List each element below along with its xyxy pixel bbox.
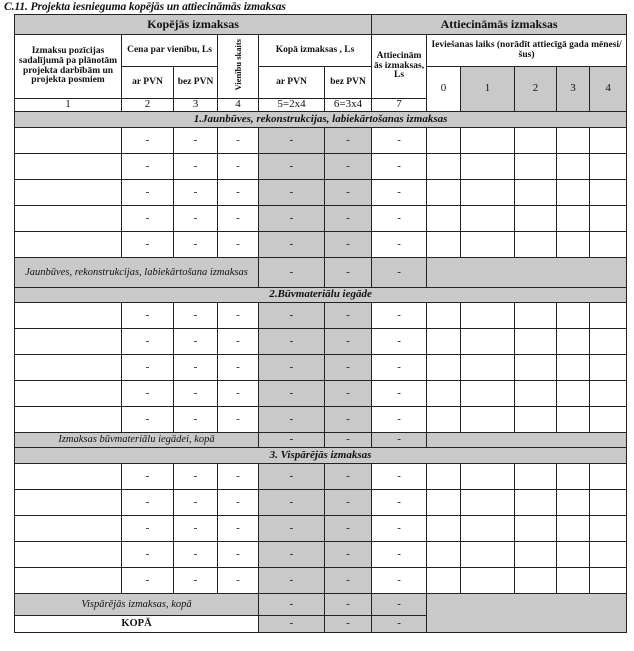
- cell-month-1[interactable]: [461, 464, 515, 490]
- table-row: [15, 329, 627, 355]
- cell-cena-bez-pvn[interactable]: -: [174, 568, 218, 594]
- cell-month-0[interactable]: [427, 355, 461, 381]
- cell-kopa-bez-pvn: -: [325, 464, 372, 490]
- cell-kopa-ar-pvn: -: [259, 128, 325, 154]
- total-label: KOPĀ: [15, 616, 259, 633]
- cell-izmaksu-pozicija[interactable]: [15, 516, 122, 542]
- cell-cena-ar-pvn[interactable]: -: [122, 303, 174, 329]
- cell-vienibu-skaits[interactable]: -: [218, 464, 259, 490]
- cell-cena-ar-pvn[interactable]: -: [122, 542, 174, 568]
- table-row: [15, 542, 627, 568]
- subtotal-kopa-bez-pvn: -: [325, 258, 372, 288]
- cell-month-3[interactable]: [557, 568, 590, 594]
- table-row: [15, 516, 627, 542]
- cell-vienibu-skaits[interactable]: -: [218, 232, 259, 258]
- cell-month-3[interactable]: [557, 154, 590, 180]
- header-kopejas-izmaksas: Kopējās izmaksas: [15, 15, 372, 35]
- cell-month-2[interactable]: [515, 542, 557, 568]
- cell-attiecinamas[interactable]: -: [372, 206, 427, 232]
- cell-month-4[interactable]: [590, 464, 627, 490]
- cell-attiecinamas[interactable]: -: [372, 329, 427, 355]
- cell-attiecinamas[interactable]: -: [372, 464, 427, 490]
- month-4: 4: [590, 67, 627, 112]
- cell-month-0[interactable]: [427, 128, 461, 154]
- subtotal-row: [15, 594, 627, 616]
- cell-month-4[interactable]: [590, 128, 627, 154]
- table-row: [15, 568, 627, 594]
- cell-month-4[interactable]: [590, 303, 627, 329]
- cell-kopa-bez-pvn: -: [325, 329, 372, 355]
- cell-month-1[interactable]: [461, 329, 515, 355]
- cell-kopa-ar-pvn: -: [259, 516, 325, 542]
- subtotal-months-filler: [427, 258, 627, 288]
- table-row: [15, 381, 627, 407]
- cell-month-0[interactable]: [427, 232, 461, 258]
- cell-izmaksu-pozicija[interactable]: [15, 180, 122, 206]
- cell-month-1[interactable]: [461, 542, 515, 568]
- cell-cena-ar-pvn[interactable]: -: [122, 128, 174, 154]
- cell-month-2[interactable]: [515, 407, 557, 433]
- cell-attiecinamas[interactable]: -: [372, 568, 427, 594]
- cell-cena-bez-pvn[interactable]: -: [174, 464, 218, 490]
- cell-vienibu-skaits[interactable]: -: [218, 381, 259, 407]
- table-row: [15, 355, 627, 381]
- cell-month-1[interactable]: [461, 381, 515, 407]
- page-title: C.11. Projekta iesnieguma kopējās un attiecināmās izmaksas: [4, 1, 286, 13]
- cell-kopa-ar-pvn: -: [259, 407, 325, 433]
- section-row: [15, 288, 627, 303]
- cell-kopa-ar-pvn: -: [259, 464, 325, 490]
- cell-vienibu-skaits[interactable]: -: [218, 180, 259, 206]
- cell-attiecinamas[interactable]: -: [372, 407, 427, 433]
- cell-month-3[interactable]: [557, 180, 590, 206]
- table-row: [15, 128, 627, 154]
- table-row: [15, 407, 627, 433]
- cell-kopa-ar-pvn: -: [259, 232, 325, 258]
- cell-month-0[interactable]: [427, 303, 461, 329]
- cell-cena-ar-pvn[interactable]: -: [122, 568, 174, 594]
- cell-cena-ar-pvn[interactable]: -: [122, 206, 174, 232]
- cell-attiecinamas[interactable]: -: [372, 355, 427, 381]
- subtotal-kopa-ar-pvn: -: [259, 616, 325, 633]
- cell-month-2[interactable]: [515, 355, 557, 381]
- section-subtotal-label: Izmaksas būvmateriālu iegādei, kopā: [15, 433, 259, 448]
- cell-kopa-bez-pvn: -: [325, 303, 372, 329]
- cell-kopa-ar-pvn: -: [259, 180, 325, 206]
- cell-attiecinamas[interactable]: -: [372, 516, 427, 542]
- cell-month-2[interactable]: [515, 303, 557, 329]
- cell-cena-ar-pvn[interactable]: -: [122, 490, 174, 516]
- cell-cena-ar-pvn[interactable]: -: [122, 355, 174, 381]
- cell-month-2[interactable]: [515, 206, 557, 232]
- cell-month-3[interactable]: [557, 329, 590, 355]
- subtotal-attiecinamas: -: [372, 433, 427, 448]
- col-number-3: 3: [174, 99, 218, 112]
- cell-month-4[interactable]: [590, 329, 627, 355]
- cell-vienibu-skaits[interactable]: -: [218, 407, 259, 433]
- cell-cena-bez-pvn[interactable]: -: [174, 128, 218, 154]
- cell-month-3[interactable]: [557, 206, 590, 232]
- col-number-7: 7: [372, 99, 427, 112]
- cell-kopa-bez-pvn: -: [325, 180, 372, 206]
- cell-month-0[interactable]: [427, 542, 461, 568]
- subtotal-kopa-ar-pvn: -: [259, 594, 325, 616]
- cell-month-0[interactable]: [427, 381, 461, 407]
- section-title: 1.Jaunbūves, rekonstrukcijas, labiekārtošanas izmaksas: [15, 112, 627, 128]
- cell-kopa-bez-pvn: -: [325, 407, 372, 433]
- cell-kopa-bez-pvn: -: [325, 516, 372, 542]
- cell-izmaksu-pozicija[interactable]: [15, 355, 122, 381]
- cell-kopa-ar-pvn: -: [259, 329, 325, 355]
- cell-month-3[interactable]: [557, 407, 590, 433]
- cell-cena-ar-pvn[interactable]: -: [122, 464, 174, 490]
- table-row: [15, 154, 627, 180]
- cell-month-3[interactable]: [557, 542, 590, 568]
- header-row-1: [15, 15, 627, 35]
- cell-vienibu-skaits[interactable]: -: [218, 206, 259, 232]
- cell-izmaksu-pozicija[interactable]: [15, 128, 122, 154]
- cell-month-4[interactable]: [590, 407, 627, 433]
- cell-kopa-ar-pvn: -: [259, 542, 325, 568]
- subtotal-attiecinamas: -: [372, 594, 427, 616]
- cell-cena-bez-pvn[interactable]: -: [174, 232, 218, 258]
- subtotal-attiecinamas: -: [372, 258, 427, 288]
- cell-month-3[interactable]: [557, 355, 590, 381]
- cell-cena-bez-pvn[interactable]: -: [174, 490, 218, 516]
- cell-cena-bez-pvn[interactable]: -: [174, 381, 218, 407]
- cell-izmaksu-pozicija[interactable]: [15, 329, 122, 355]
- cell-attiecinamas[interactable]: -: [372, 490, 427, 516]
- cell-vienibu-skaits[interactable]: -: [218, 542, 259, 568]
- cell-cena-ar-pvn[interactable]: -: [122, 516, 174, 542]
- cell-month-2[interactable]: [515, 329, 557, 355]
- subtotal-kopa-ar-pvn: -: [259, 433, 325, 448]
- cell-izmaksu-pozicija[interactable]: [15, 154, 122, 180]
- subtotal-months-filler: [427, 594, 627, 633]
- cell-kopa-bez-pvn: -: [325, 154, 372, 180]
- cell-kopa-bez-pvn: -: [325, 490, 372, 516]
- cell-kopa-bez-pvn: -: [325, 232, 372, 258]
- col-number-1: 1: [15, 99, 122, 112]
- cell-month-1[interactable]: [461, 303, 515, 329]
- subtotal-kopa-bez-pvn: -: [325, 433, 372, 448]
- header-attiecinamas-ls: Attiecinām ās izmaksas, Ls: [372, 35, 427, 99]
- cell-month-1[interactable]: [461, 206, 515, 232]
- cell-month-3[interactable]: [557, 303, 590, 329]
- col-number-5: 5=2x4: [259, 99, 325, 112]
- header-cena-par-vienibu: Cena par vienību, Ls: [122, 35, 218, 67]
- cell-kopa-bez-pvn: -: [325, 542, 372, 568]
- cell-vienibu-skaits[interactable]: -: [218, 329, 259, 355]
- cell-month-1[interactable]: [461, 355, 515, 381]
- cell-kopa-ar-pvn: -: [259, 303, 325, 329]
- subtotal-kopa-bez-pvn: -: [325, 594, 372, 616]
- cell-attiecinamas[interactable]: -: [372, 542, 427, 568]
- header-ieviesanas-laiks: Ieviešanas laiks (norādīt attiecīgā gada mēnesi/šus): [427, 35, 627, 67]
- section-title: 3. Vispārējās izmaksas: [15, 448, 627, 464]
- cell-kopa-bez-pvn: -: [325, 128, 372, 154]
- subtotal-row: [15, 433, 627, 448]
- vienibu-skaits-label: Vienību skaits: [232, 38, 243, 91]
- cell-izmaksu-pozicija[interactable]: [15, 464, 122, 490]
- cell-month-3[interactable]: [557, 490, 590, 516]
- cell-month-2[interactable]: [515, 464, 557, 490]
- table-row: [15, 464, 627, 490]
- cell-izmaksu-pozicija[interactable]: [15, 542, 122, 568]
- section-title: 2.Būvmateriālu iegāde: [15, 288, 627, 303]
- cell-cena-bez-pvn[interactable]: -: [174, 516, 218, 542]
- cell-month-1[interactable]: [461, 128, 515, 154]
- col-number-6: 6=3x4: [325, 99, 372, 112]
- cell-cena-bez-pvn[interactable]: -: [174, 542, 218, 568]
- cost-table: [14, 14, 627, 633]
- cell-month-2[interactable]: [515, 180, 557, 206]
- cell-attiecinamas[interactable]: -: [372, 128, 427, 154]
- header-cena-ar-pvn: ar PVN: [122, 67, 174, 99]
- header-kopa-izmaksas: Kopā izmaksas , Ls: [259, 35, 372, 67]
- cell-month-1[interactable]: [461, 154, 515, 180]
- cell-cena-ar-pvn[interactable]: -: [122, 180, 174, 206]
- table-row: [15, 303, 627, 329]
- cell-month-4[interactable]: [590, 568, 627, 594]
- cell-attiecinamas[interactable]: -: [372, 303, 427, 329]
- cell-cena-ar-pvn[interactable]: -: [122, 154, 174, 180]
- cell-vienibu-skaits[interactable]: -: [218, 490, 259, 516]
- section-subtotal-label: Jaunbūves, rekonstrukcijas, labiekārtošana izmaksas: [15, 258, 259, 288]
- cell-month-4[interactable]: [590, 516, 627, 542]
- cell-month-3[interactable]: [557, 128, 590, 154]
- cell-kopa-bez-pvn: -: [325, 206, 372, 232]
- header-cena-bez-pvn: bez PVN: [174, 67, 218, 99]
- cell-kopa-ar-pvn: -: [259, 490, 325, 516]
- cell-month-4[interactable]: [590, 154, 627, 180]
- subtotal-kopa-ar-pvn: -: [259, 258, 325, 288]
- cell-month-3[interactable]: [557, 232, 590, 258]
- cell-kopa-ar-pvn: -: [259, 381, 325, 407]
- month-3: 3: [557, 67, 590, 112]
- header-row-2: [15, 35, 627, 67]
- cell-month-0[interactable]: [427, 464, 461, 490]
- cell-month-1[interactable]: [461, 180, 515, 206]
- cell-month-3[interactable]: [557, 381, 590, 407]
- cell-month-0[interactable]: [427, 206, 461, 232]
- cell-month-2[interactable]: [515, 128, 557, 154]
- cell-vienibu-skaits[interactable]: -: [218, 154, 259, 180]
- cell-cena-ar-pvn[interactable]: -: [122, 232, 174, 258]
- cell-izmaksu-pozicija[interactable]: [15, 568, 122, 594]
- cell-month-0[interactable]: [427, 180, 461, 206]
- subtotal-kopa-bez-pvn: -: [325, 616, 372, 633]
- cell-cena-bez-pvn[interactable]: -: [174, 329, 218, 355]
- cell-vienibu-skaits[interactable]: -: [218, 355, 259, 381]
- table-row: [15, 490, 627, 516]
- cell-month-4[interactable]: [590, 232, 627, 258]
- cell-month-4[interactable]: [590, 490, 627, 516]
- subtotal-months-filler: [427, 433, 627, 448]
- header-kopa-bez-pvn: bez PVN: [325, 67, 372, 99]
- section-subtotal-label: Vispārējās izmaksas, kopā: [15, 594, 259, 616]
- cell-month-0[interactable]: [427, 516, 461, 542]
- subtotal-attiecinamas: -: [372, 616, 427, 633]
- cell-kopa-bez-pvn: -: [325, 568, 372, 594]
- section-row: [15, 448, 627, 464]
- cell-month-2[interactable]: [515, 516, 557, 542]
- cell-izmaksu-pozicija[interactable]: [15, 381, 122, 407]
- cell-attiecinamas[interactable]: -: [372, 381, 427, 407]
- cell-month-4[interactable]: [590, 206, 627, 232]
- cell-month-4[interactable]: [590, 180, 627, 206]
- cell-month-0[interactable]: [427, 329, 461, 355]
- cell-cena-ar-pvn[interactable]: -: [122, 407, 174, 433]
- cell-izmaksu-pozicija[interactable]: [15, 490, 122, 516]
- cell-month-2[interactable]: [515, 490, 557, 516]
- table-row: [15, 232, 627, 258]
- cell-cena-bez-pvn[interactable]: -: [174, 154, 218, 180]
- cell-kopa-ar-pvn: -: [259, 355, 325, 381]
- cell-month-4[interactable]: [590, 542, 627, 568]
- cell-kopa-ar-pvn: -: [259, 568, 325, 594]
- cell-month-2[interactable]: [515, 154, 557, 180]
- cell-month-1[interactable]: [461, 516, 515, 542]
- cell-izmaksu-pozicija[interactable]: [15, 232, 122, 258]
- cell-month-2[interactable]: [515, 232, 557, 258]
- cell-kopa-bez-pvn: -: [325, 381, 372, 407]
- cell-month-1[interactable]: [461, 490, 515, 516]
- cell-cena-bez-pvn[interactable]: -: [174, 180, 218, 206]
- cell-month-4[interactable]: [590, 381, 627, 407]
- month-1: 1: [461, 67, 515, 112]
- cell-cena-ar-pvn[interactable]: -: [122, 329, 174, 355]
- subtotal-row: [15, 258, 627, 288]
- month-2: 2: [515, 67, 557, 112]
- cell-vienibu-skaits[interactable]: -: [218, 303, 259, 329]
- cell-month-1[interactable]: [461, 407, 515, 433]
- cell-month-3[interactable]: [557, 516, 590, 542]
- cell-izmaksu-pozicija[interactable]: [15, 303, 122, 329]
- header-vienibu-skaits: [218, 35, 259, 99]
- cell-month-0[interactable]: [427, 568, 461, 594]
- cell-cena-bez-pvn[interactable]: -: [174, 303, 218, 329]
- cell-vienibu-skaits[interactable]: -: [218, 516, 259, 542]
- cell-attiecinamas[interactable]: -: [372, 232, 427, 258]
- cell-cena-ar-pvn[interactable]: -: [122, 381, 174, 407]
- cell-kopa-ar-pvn: -: [259, 154, 325, 180]
- col-number-4: 4: [218, 99, 259, 112]
- table-row: [15, 206, 627, 232]
- header-attiecinamas-izmaksas: Attiecināmās izmaksas: [372, 15, 627, 35]
- cell-kopa-bez-pvn: -: [325, 355, 372, 381]
- cell-attiecinamas[interactable]: -: [372, 180, 427, 206]
- month-0: 0: [427, 67, 461, 112]
- cell-kopa-ar-pvn: -: [259, 206, 325, 232]
- col-number-2: 2: [122, 99, 174, 112]
- cell-cena-bez-pvn[interactable]: -: [174, 407, 218, 433]
- cell-month-2[interactable]: [515, 568, 557, 594]
- cell-cena-bez-pvn[interactable]: -: [174, 206, 218, 232]
- cell-month-0[interactable]: [427, 154, 461, 180]
- cell-vienibu-skaits[interactable]: -: [218, 128, 259, 154]
- cell-month-0[interactable]: [427, 490, 461, 516]
- cell-izmaksu-pozicija[interactable]: [15, 407, 122, 433]
- cell-izmaksu-pozicija[interactable]: [15, 206, 122, 232]
- cell-month-1[interactable]: [461, 232, 515, 258]
- section-row: [15, 112, 627, 128]
- cell-month-4[interactable]: [590, 355, 627, 381]
- header-izmaksu-pozicijas: Izmaksu pozīcijas sadalījumā pa plānotām projekta darbībām un projekta posmiem: [15, 35, 122, 99]
- cell-month-2[interactable]: [515, 381, 557, 407]
- cell-month-1[interactable]: [461, 568, 515, 594]
- header-kopa-ar-pvn: ar PVN: [259, 67, 325, 99]
- table-row: [15, 180, 627, 206]
- cell-attiecinamas[interactable]: -: [372, 154, 427, 180]
- cell-cena-bez-pvn[interactable]: -: [174, 355, 218, 381]
- cell-vienibu-skaits[interactable]: -: [218, 568, 259, 594]
- cell-month-3[interactable]: [557, 464, 590, 490]
- cell-month-0[interactable]: [427, 407, 461, 433]
